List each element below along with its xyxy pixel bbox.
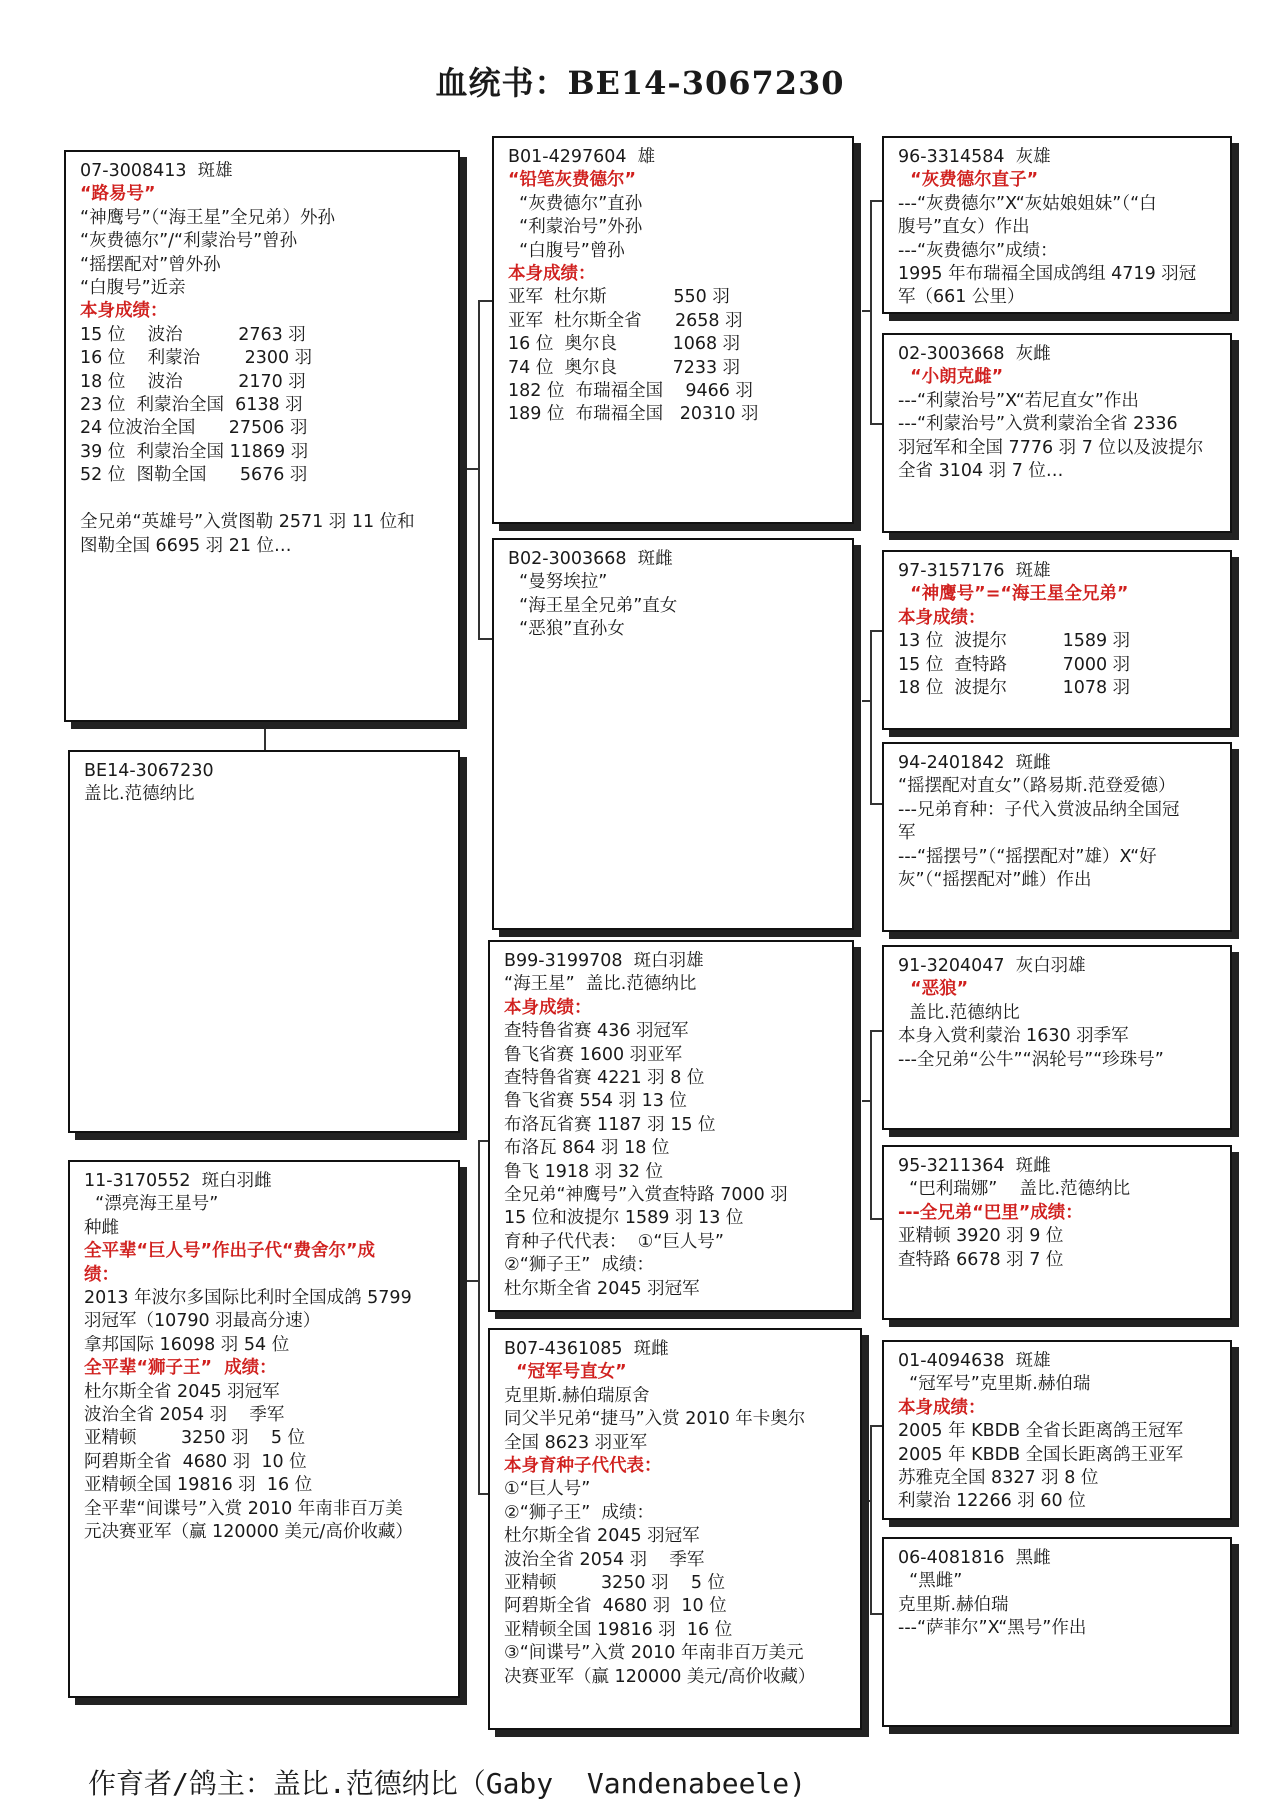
breeder-footer: 作育者/鸽主：盖比.范德纳比（Gaby Vandenabeele) bbox=[88, 1767, 807, 1800]
dam-box bbox=[68, 1160, 460, 1698]
pedigree-line: ---“萨菲尔”X“黑号”作出 bbox=[898, 1618, 1087, 1639]
great-grandparent-box-5 bbox=[882, 945, 1232, 1130]
pedigree-line: 06-4081816 黑雌 bbox=[898, 1548, 1051, 1568]
connector-line bbox=[478, 638, 492, 640]
pedigree-line: 鲁飞省赛 554 羽 13 位 bbox=[504, 1091, 687, 1112]
pedigree-line: ③“间谍号”入赏 2010 年南非百万美元 bbox=[504, 1643, 804, 1664]
pedigree-line: “海王星全兄弟”直女 bbox=[508, 595, 678, 616]
pedigree-line: “黑雌” bbox=[898, 1571, 963, 1592]
connector-line bbox=[460, 468, 480, 470]
pedigree-line: “利蒙治号”外孙 bbox=[508, 217, 643, 238]
pedigree-line: 亚精顿 3250 羽 5 位 bbox=[504, 1573, 726, 1594]
pedigree-line: “巴利瑞娜” 盖比.范德纳比 bbox=[898, 1179, 1131, 1200]
pedigree-line: “冠军号”克里斯.赫伯瑞 bbox=[898, 1374, 1091, 1395]
pedigree-line: 15 位 查特路 7000 羽 bbox=[898, 654, 1131, 675]
connector-line bbox=[460, 1280, 480, 1282]
paternal-grandsire-box bbox=[492, 136, 854, 524]
pedigree-line: 18 位 波提尔 1078 羽 bbox=[898, 678, 1131, 699]
pedigree-line: 亚军 杜尔斯全省 2658 羽 bbox=[508, 310, 743, 331]
pedigree-line: “灰费德尔直子” bbox=[898, 170, 1039, 191]
pedigree-line: “神鹰号”（“海王星”全兄弟）外孙 bbox=[80, 207, 336, 228]
great-grandparent-box-1 bbox=[882, 136, 1232, 314]
pedigree-line: 2005 年 KBDB 全省长距离鸽王冠军 bbox=[898, 1421, 1184, 1442]
pedigree-line: 亚精顿全国 19816 羽 16 位 bbox=[504, 1619, 733, 1640]
pedigree-line: 01-4094638 斑雄 bbox=[898, 1351, 1051, 1371]
pedigree-line: 腹号”直女）作出 bbox=[898, 217, 1030, 238]
page-title: 血统书：BE14-3067230 bbox=[435, 64, 845, 102]
pedigree-line: 杜尔斯全省 2045 羽冠军 bbox=[84, 1381, 280, 1402]
pedigree-line: “灰费德尔”直孙 bbox=[508, 193, 643, 214]
pedigree-line: 本身成绩： bbox=[898, 1397, 986, 1418]
pedigree-line: 亚精顿 3250 羽 5 位 bbox=[84, 1428, 306, 1449]
pedigree-line: 11-3170552 斑白羽雌 bbox=[84, 1171, 272, 1191]
pedigree-line: ---全兄弟“公牛”“涡轮号”“珍珠号” bbox=[898, 1049, 1164, 1070]
pedigree-line: “灰费德尔”/“利蒙治号”曾孙 bbox=[80, 231, 298, 252]
pedigree-line: ②“狮子王” 成绩： bbox=[504, 1255, 654, 1276]
pedigree-line: ---“灰费德尔”成绩： bbox=[898, 240, 1058, 261]
pedigree-line: 本身成绩： bbox=[508, 264, 596, 285]
pedigree-line: ---“灰费德尔”X“灰姑娘姐妹”（“白 bbox=[898, 193, 1157, 214]
pedigree-line: 23 位 利蒙治全国 6138 羽 bbox=[80, 395, 303, 416]
connector-line bbox=[870, 630, 882, 632]
pedigree-line: 15 位 波治 2763 羽 bbox=[80, 324, 306, 345]
pedigree-line: “恶狼” bbox=[898, 979, 969, 1000]
connector-line bbox=[478, 300, 480, 640]
pedigree-line: 图勒全国 6695 羽 21 位… bbox=[80, 535, 292, 556]
pedigree-line: “神鹰号”=“海王星全兄弟” bbox=[898, 584, 1129, 605]
pedigree-line: ---“摇摆号”（“摇摆配对”雄）X“好 bbox=[898, 846, 1157, 867]
pedigree-line: B01-4297604 雄 bbox=[508, 147, 656, 167]
pedigree-line: “路易号” bbox=[80, 184, 156, 205]
connector-line bbox=[870, 1425, 882, 1427]
pedigree-line: 查特鲁省赛 436 羽冠军 bbox=[504, 1021, 689, 1042]
pedigree-line: 全兄弟“神鹰号”入赏查特路 7000 羽 bbox=[504, 1185, 788, 1206]
pedigree-line: 种雌 bbox=[84, 1217, 119, 1238]
pedigree-line: 亚精顿 3920 羽 9 位 bbox=[898, 1226, 1064, 1247]
pedigree-line: 91-3204047 灰白羽雄 bbox=[898, 956, 1086, 976]
pedigree-line: 苏雅克全国 8327 羽 8 位 bbox=[898, 1468, 1099, 1489]
pedigree-line: 39 位 利蒙治全国 11869 羽 bbox=[80, 441, 309, 462]
connector-line bbox=[870, 423, 882, 425]
connector-line bbox=[870, 1613, 882, 1615]
subject-pigeon-box bbox=[68, 750, 460, 1133]
pedigree-line: 16 位 利蒙治 2300 羽 bbox=[80, 348, 313, 369]
pedigree-line: 52 位 图勒全国 5676 羽 bbox=[80, 465, 308, 486]
pedigree-line: 阿碧斯全省 4680 羽 10 位 bbox=[84, 1451, 307, 1472]
pedigree-line: 绩： bbox=[84, 1264, 119, 1285]
great-grandparent-box-4 bbox=[882, 742, 1232, 932]
pedigree-line: ①“巨人号” bbox=[504, 1479, 591, 1500]
pedigree-line: ---“利蒙治号”入赏利蒙治全省 2336 bbox=[898, 414, 1178, 435]
pedigree-line: “白腹号”近亲 bbox=[80, 278, 186, 299]
pedigree-line: 育种子代代表： ①“巨人号” bbox=[504, 1231, 724, 1252]
pedigree-line: 本身入赏利蒙治 1630 羽季军 bbox=[898, 1026, 1129, 1047]
pedigree-line: 全兄弟“英雄号”入赏图勒 2571 羽 11 位和 bbox=[80, 512, 415, 533]
pedigree-line: 94-2401842 斑雌 bbox=[898, 753, 1051, 773]
great-grandparent-box-3 bbox=[882, 550, 1232, 730]
pedigree-line: 克里斯.赫伯瑞 bbox=[898, 1594, 1009, 1615]
connector-line bbox=[870, 1030, 882, 1032]
pedigree-line: 阿碧斯全省 4680 羽 10 位 bbox=[504, 1596, 727, 1617]
pedigree-line: ---全兄弟“巴里”成绩： bbox=[898, 1202, 1083, 1223]
pedigree-line: 克里斯.赫伯瑞原舍 bbox=[504, 1385, 650, 1406]
pedigree-line: 布洛瓦省赛 1187 羽 15 位 bbox=[504, 1114, 716, 1135]
sire-box bbox=[64, 150, 460, 722]
pedigree-line: B07-4361085 斑雌 bbox=[504, 1339, 669, 1359]
pedigree-line: 本身成绩： bbox=[80, 301, 168, 322]
pedigree-line: 07-3008413 斑雄 bbox=[80, 161, 233, 181]
pedigree-line: 全国 8623 羽亚军 bbox=[504, 1432, 648, 1453]
pedigree-line: 亚军 杜尔斯 550 羽 bbox=[508, 287, 730, 308]
connector-line bbox=[478, 300, 492, 302]
pedigree-line: 波治全省 2054 羽 季军 bbox=[84, 1405, 285, 1426]
great-grandparent-box-6 bbox=[882, 1145, 1232, 1320]
pedigree-line: 盖比.范德纳比 bbox=[84, 784, 195, 805]
connector-line bbox=[870, 1425, 872, 1615]
great-grandparent-box-7 bbox=[882, 1340, 1232, 1520]
pedigree-line: ②“狮子王” 成绩： bbox=[504, 1502, 654, 1523]
pedigree-line: 13 位 波提尔 1589 羽 bbox=[898, 631, 1131, 652]
connector-line bbox=[870, 200, 882, 202]
pedigree-line: 杜尔斯全省 2045 羽冠军 bbox=[504, 1526, 700, 1547]
pedigree-line: BE14-3067230 bbox=[84, 761, 214, 781]
pedigree-line: 利蒙治 12266 羽 60 位 bbox=[898, 1491, 1086, 1512]
pedigree-line: 96-3314584 灰雄 bbox=[898, 147, 1051, 167]
pedigree-line: 波治全省 2054 羽 季军 bbox=[504, 1549, 705, 1570]
pedigree-line: 决赛亚军（赢 120000 美元/高价收藏） bbox=[504, 1666, 816, 1687]
pedigree-line: 鲁飞 1918 羽 32 位 bbox=[504, 1161, 664, 1182]
pedigree-line: “曼努埃拉” bbox=[508, 572, 608, 593]
pedigree-line: B02-3003668 斑雌 bbox=[508, 549, 673, 569]
pedigree-line: 查特鲁省赛 4221 羽 8 位 bbox=[504, 1068, 705, 1089]
pedigree-line: 2005 年 KBDB 全国长距离鸽王亚军 bbox=[898, 1444, 1184, 1465]
connector-line bbox=[870, 200, 872, 425]
pedigree-line: “小朗克雌” bbox=[898, 367, 1004, 388]
pedigree-line: 元决赛亚军（赢 120000 美元/高价收藏） bbox=[84, 1522, 413, 1543]
pedigree-line: “恶狼”直孙女 bbox=[508, 619, 625, 640]
pedigree-line: 军 bbox=[898, 823, 916, 844]
pedigree-line: 军（661 公里） bbox=[898, 287, 1025, 308]
pedigree-line: 15 位和波提尔 1589 羽 13 位 bbox=[504, 1208, 744, 1229]
pedigree-line: ---兄弟育种：子代入赏波品纳全国冠 bbox=[898, 799, 1180, 820]
pedigree-line: “摇摆配对直女”（路易斯.范登爱德） bbox=[898, 776, 1176, 797]
connector-line bbox=[870, 1218, 882, 1220]
pedigree-line: “海王星” 盖比.范德纳比 bbox=[504, 974, 697, 995]
pedigree-line: 羽冠军和全国 7776 羽 7 位以及波提尔 bbox=[898, 437, 1204, 458]
pedigree-line: 97-3157176 斑雄 bbox=[898, 561, 1051, 581]
pedigree-line: 95-3211364 斑雌 bbox=[898, 1156, 1051, 1176]
pedigree-line: 本身成绩： bbox=[898, 607, 986, 628]
connector-line bbox=[870, 630, 872, 805]
pedigree-line: 2013 年波尔多国际比利时全国成鸽 5799 bbox=[84, 1288, 412, 1309]
pedigree-line: 鲁飞省赛 1600 羽亚军 bbox=[504, 1044, 683, 1065]
maternal-grandsire-box bbox=[488, 940, 854, 1312]
pedigree-line: 灰”（“摇摆配对”雌）作出 bbox=[898, 870, 1092, 891]
pedigree-line: 全平辈“间谍号”入赏 2010 年南非百万美 bbox=[84, 1498, 403, 1519]
pedigree-line: 查特路 6678 羽 7 位 bbox=[898, 1249, 1064, 1270]
pedigree-line: “白腹号”曾孙 bbox=[508, 240, 625, 261]
pedigree-line: 布洛瓦 864 羽 18 位 bbox=[504, 1138, 670, 1159]
great-grandparent-box-2 bbox=[882, 333, 1232, 533]
connector-line bbox=[478, 1140, 480, 1495]
pedigree-line: “冠军号直女” bbox=[504, 1362, 627, 1383]
pedigree-line: 74 位 奥尔良 7233 羽 bbox=[508, 357, 741, 378]
pedigree-line: 16 位 奥尔良 1068 羽 bbox=[508, 334, 741, 355]
pedigree-line: 02-3003668 灰雌 bbox=[898, 344, 1051, 364]
maternal-granddam-box bbox=[488, 1328, 862, 1730]
pedigree-line: “摇摆配对”曾外孙 bbox=[80, 254, 221, 275]
pedigree-line: B99-3199708 斑白羽雄 bbox=[504, 951, 704, 971]
pedigree-line: 1995 年布瑞福全国成鸽组 4719 羽冠 bbox=[898, 264, 1197, 285]
great-grandparent-box-8 bbox=[882, 1537, 1232, 1727]
pedigree-line: 盖比.范德纳比 bbox=[898, 1002, 1020, 1023]
pedigree-line: 亚精顿全国 19816 羽 16 位 bbox=[84, 1475, 313, 1496]
pedigree-line: 羽冠军（10790 羽最高分速） bbox=[84, 1311, 321, 1332]
pedigree-line: 24 位波治全国 27506 羽 bbox=[80, 418, 308, 439]
pedigree-line: ---“利蒙治号”X“若尼直女”作出 bbox=[898, 390, 1139, 411]
pedigree-line: 本身成绩： bbox=[504, 997, 592, 1018]
pedigree-line: 189 位 布瑞福全国 20310 羽 bbox=[508, 404, 759, 425]
paternal-granddam-box bbox=[492, 538, 854, 930]
pedigree-line: 18 位 波治 2170 羽 bbox=[80, 371, 306, 392]
connector-line bbox=[870, 803, 882, 805]
pedigree-line: 全平辈“巨人号”作出子代“费舍尔”成 bbox=[84, 1241, 376, 1262]
pedigree-line: 同父半兄弟“捷马”入赏 2010 年卡奥尔 bbox=[504, 1409, 806, 1430]
pedigree-line: 本身育种子代代表： bbox=[504, 1456, 662, 1477]
pedigree-line: 全省 3104 羽 7 位… bbox=[898, 461, 1064, 482]
pedigree-line: 杜尔斯全省 2045 羽冠军 bbox=[504, 1278, 700, 1299]
pedigree-line: 全平辈“狮子王” 成绩： bbox=[84, 1358, 277, 1379]
pedigree-line: “铅笔灰费德尔” bbox=[508, 170, 637, 191]
pedigree-line: 拿邦国际 16098 羽 54 位 bbox=[84, 1334, 290, 1355]
connector-line bbox=[264, 722, 266, 750]
pedigree-line: “漂亮海王星号” bbox=[84, 1194, 219, 1215]
connector-line bbox=[870, 1030, 872, 1220]
pedigree-line: 182 位 布瑞福全国 9466 羽 bbox=[508, 381, 753, 402]
pedigree-line bbox=[80, 488, 444, 511]
